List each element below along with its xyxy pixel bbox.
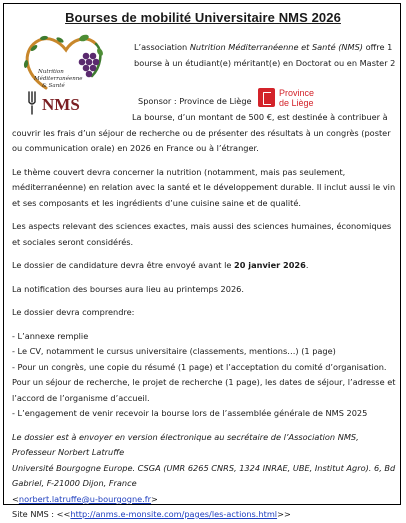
paragraph-theme: Le thème couvert devra concerner la nutrition (notamment, mais pas seulement, méditerranéenne) en relation avec la santé et le développement durable. Il inclut aussi le vin et ses composants et les ingrédients d’une cuisine saine et de qualité. [12,166,396,208]
deadline-suffix: . [305,260,309,270]
requirement-item: - L’engagement de venir recevoir la bourse lors de l’assemblée générale de NMS 2025 [12,408,368,418]
contact-line2: Université Bourgogne Europe. CSGA (UMR 6265 CNRS, 1324 INRAE, UBE, Institut Agro). 6, Bd Gabriel, F-21000 Dijon, France [12,462,396,488]
site-line [12,507,396,523]
paragraph-bourse: La bourse, d’un montant de 500 €, est destinée à contribuer à couvrir les frais d’un séjour de recherche ou de présenter des résultats à un congrès (poster ou communication orale) en 2026 en France ou à l’étranger. [12,112,391,153]
sponsor-label: Sponsor : Province de Liège [138,96,252,106]
contact-line1: Le dossier est à envoyer en version électronique au secrétaire de l’Association NMS, Professeur Norbert Latruffe [12,431,359,457]
intro-text [134,40,396,71]
requirements-list [12,329,396,422]
requirement-item: - Le CV, notamment le cursus universitaire (classements, mentions…) (1 page) [12,346,336,356]
logo-text-2: Méditerranéenne [34,76,83,82]
logo-acronym: NMS [42,95,80,114]
deadline-prefix: Le dossier de candidature devra être envoyé avant le [12,260,235,270]
site-end: >> [277,509,291,519]
paragraph-notification: La notification des bourses aura lieu au printemps 2026. [12,283,244,294]
paragraph-aspects: Les aspects relevant des sciences exactes, mais aussi des sciences humaines, économiques et sociales seront considérés. [12,221,392,247]
province-logo-line2: de Liège [279,98,314,108]
intro-org-name: Nutrition Méditerranéenne et Santé (NMS) [189,42,363,52]
deadline-date: 20 janvier 2026 [234,260,306,270]
province-flag-icon [258,88,275,107]
requirement-item: - Pour un congrès, une copie du résumé (1 page) et l’acceptation du comité d’organisation. [12,361,387,372]
contact-email-link[interactable]: norbert.latruffe@u-bourgogne.fr [18,493,152,504]
intro-part1: L’association [134,42,190,52]
paragraph-deadline [12,258,396,274]
intro-part2: offre 1 bourse à un étudiant(e) méritant(e) en Doctorat ou en Master 2 [134,42,396,68]
requirement-item: Pour un séjour de recherche, le projet de recherche (1 page), les dates de séjour, l’adresse et l’accord de l’organisme d’accueil. [12,377,396,403]
site-label: Site NMS : << [12,509,71,519]
province-liege-logo [258,86,324,110]
page-title: Bourses de mobilité Universitaire NMS 2026 [65,10,341,25]
site-url-link[interactable]: http://anms.e-monsite.com/pages/les-actions.html [70,509,278,519]
requirement-item: - L’annexe remplie [12,330,89,341]
province-logo-line1: Province [279,88,315,98]
paragraph-dossier-intro: Le dossier devra comprendre: [12,307,135,317]
logo-text-3: & Santé [42,83,65,89]
logo-text-1: Nutrition [38,69,64,75]
nms-logo [16,28,128,120]
document-body [12,110,396,523]
contact-email-line: <norbert.latruffe@u-bourgogne.fr> [12,493,158,504]
